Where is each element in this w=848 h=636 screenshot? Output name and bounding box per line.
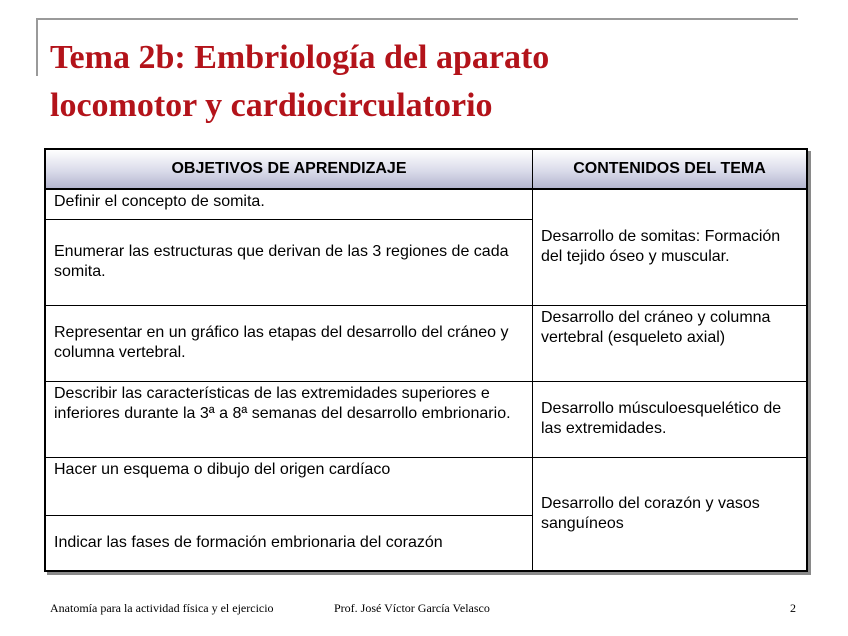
objective-cell: Enumerar las estructuras que derivan de las 3 regiones de cada somita. <box>45 219 533 305</box>
content-cell: Desarrollo del corazón y vasos sanguíneos <box>533 457 808 571</box>
objective-cell: Definir el concepto de somita. <box>45 189 533 219</box>
table-row <box>45 305 807 381</box>
objectives-table <box>44 148 808 572</box>
objective-cell: Representar en un gráfico las etapas del desarrollo del cráneo y columna vertebral. <box>45 305 533 381</box>
table-row <box>45 189 807 219</box>
slide-frame-left-line <box>36 18 38 76</box>
objective-cell: Indicar las fases de formación embrionaria del corazón <box>45 515 533 571</box>
table-header-row <box>45 149 807 189</box>
table-row <box>45 381 807 457</box>
footer-course: Anatomía para la actividad física y el ejercicio <box>50 601 274 615</box>
objective-cell: Describir las características de las extremidades superiores e inferiores durante la 3ª a 8ª semanas del desarrollo embrionario. <box>45 381 533 457</box>
title-line-1: Tema 2b: Embriología del aparato <box>50 39 550 76</box>
objective-cell: Hacer un esquema o dibujo del origen cardíaco <box>45 457 533 515</box>
page-number: 2 <box>790 601 796 615</box>
header-objectives: OBJETIVOS DE APRENDIZAJE <box>45 149 533 189</box>
content-cell: Desarrollo de somitas: Formación del tejido óseo y muscular. <box>533 189 808 305</box>
table-row <box>45 457 807 515</box>
slide-frame-top-line <box>36 18 798 20</box>
content-cell: Desarrollo músculoesquelético de las extremidades. <box>533 381 808 457</box>
title-line-2: locomotor y cardiocirculatorio <box>50 87 493 124</box>
header-contents: CONTENIDOS DEL TEMA <box>533 149 808 189</box>
slide-title <box>50 34 820 130</box>
footer-professor: Prof. José Víctor García Velasco <box>334 601 490 615</box>
content-cell: Desarrollo del cráneo y columna vertebral (esqueleto axial) <box>533 305 808 381</box>
